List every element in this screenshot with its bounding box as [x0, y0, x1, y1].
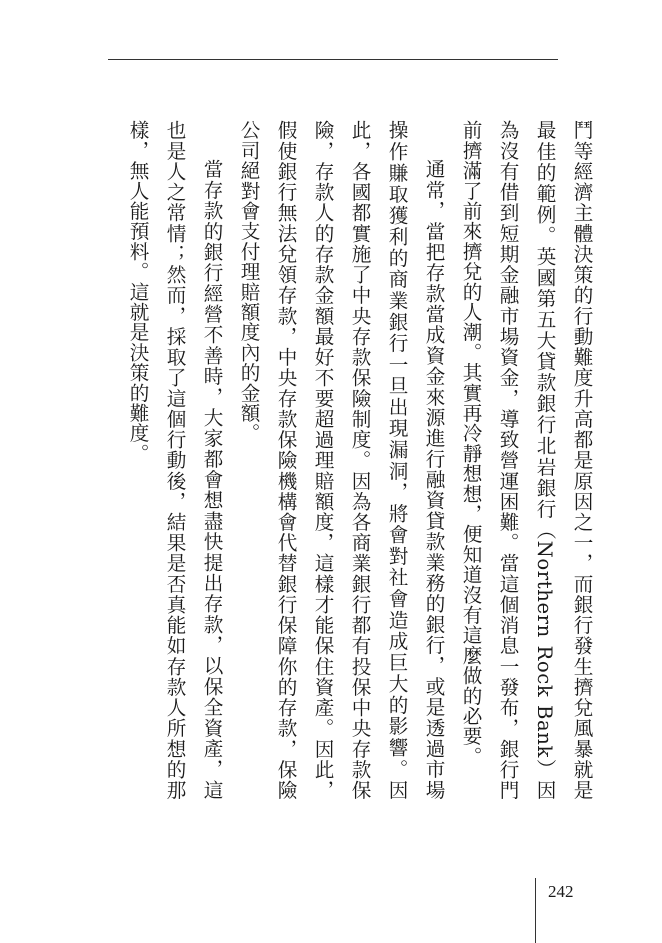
paragraph-1: 鬥等經濟主體決策的行動難度升高都是原因之一，而銀行發生擠兌風暴就是最佳的範例。英國第五大貸款銀行北岩銀行（Northern Rock Bank）因為沒有借到短期金融市場資金，導致營運困難。當這個消息一發布，銀行門前擠滿了前來擠兌的人潮。其實再冷靜想想，便知道沒有這麼做的必要。	[459, 120, 593, 800]
footer-rule	[535, 878, 536, 943]
header-rule	[108, 59, 558, 60]
page-number: 242	[548, 882, 574, 901]
paragraph-3: 當存款的銀行經營不善時，大家都會想盡快提出存款，以保全資產，這也是人之常情；然而，採取了這個行動後，結果是否真能如存款人所想的那樣，無人能預料。這就是決策的難度。	[126, 120, 223, 800]
paragraph-2: 通常，當把存款當成資金來源進行融資貸款業務的銀行，或是透過市場操作賺取獲利的商業銀行一旦出現漏洞，將會對社會造成巨大的影響。因此，各國都實施了中央存款保險制度。因為各商業銀行都有投保中央存款保險，存款人的存款金額最好不要超過理賠額度，這樣才能保住資產。因此，假使銀行無法兌領存款，中央存款保險機構會代替銀行保障你的存款，保險公司絕對會支付理賠額度內的金額。	[237, 120, 445, 800]
body-text	[126, 120, 600, 800]
